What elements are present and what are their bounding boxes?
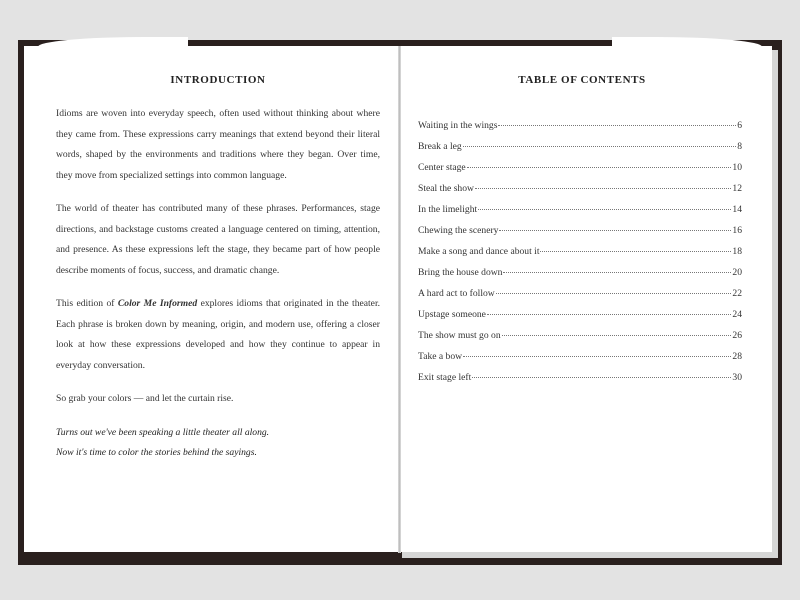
intro-paragraph-1: Idioms are woven into everyday speech, often used without thinking about where they came from. These expressions carry meanings that extend beyond their literal words, shaped by the environments and traditions where they began. Over time, they move from specialized settings into common language. [56,108,380,181]
closing-italic-note [56,423,380,463]
dot-leader [496,293,732,294]
intro-paragraph-3 [56,294,380,376]
closing-line-2: Now it's time to color the stories behind the sayings. [56,446,257,458]
toc-entry [418,246,742,267]
dot-leader [472,377,731,378]
toc-entry-label: Bring the house down [418,267,503,278]
toc-page-number: 30 [732,372,742,383]
closing-line-1: Turns out we've been speaking a little theater all along. [56,426,270,438]
toc-entry-label: In the limelight [418,204,478,215]
dot-leader [498,125,736,126]
intro-paragraph-3-start: This edition of [56,298,118,309]
toc-page-number: 26 [732,330,742,341]
dot-leader [499,230,731,231]
dot-leader [502,335,732,336]
dot-leader [487,314,731,315]
book-spine-gutter [398,46,401,553]
toc-page-number: 14 [732,204,742,215]
introduction-title: INTRODUCTION [170,74,266,86]
toc-page-number: 22 [732,288,742,299]
toc-entry-label: A hard act to follow [418,288,495,299]
dot-leader [503,272,731,273]
introduction-body [56,104,380,463]
dot-leader [475,188,731,189]
intro-paragraph-3-end: explores idioms that originated in the theater. Each phrase is broken down by meaning, origin, and modern use, offering a closer look at how these expressions developed and how they continue to appear in everyday conversation. [56,298,381,371]
dot-leader [463,356,731,357]
intro-paragraph-4: So grab your colors — and let the curtain rise. [56,393,234,404]
intro-paragraph-2: The world of theater has contributed many of these phrases. Performances, stage directions, and backstage customs created a language centered on timing, attention, and presence. As these expressions left the stage, they became part of how people describe moments of focus, success, and dramatic change. [56,203,380,276]
toc-page-number: 20 [732,267,742,278]
toc-entry [418,267,742,288]
toc-entry-label: Steal the show [418,183,474,194]
toc-entry [418,183,742,204]
toc-entry [418,225,742,246]
table-of-contents-title: TABLE OF CONTENTS [518,74,646,86]
toc-page-number: 10 [732,162,742,173]
toc-page-number: 8 [737,141,742,152]
toc-entry-label: Waiting in the wings [418,120,498,131]
toc-entry-label: Upstage someone [418,309,486,320]
toc-page-number: 18 [732,246,742,257]
toc-entry [418,372,742,393]
toc-page-number: 16 [732,225,742,236]
toc-entry [418,330,742,351]
toc-entry-label: Center stage [418,162,466,173]
table-of-contents-list [418,120,742,393]
dot-leader [467,167,732,168]
book-title: Color Me Informed [117,298,198,309]
toc-entry [418,141,742,162]
toc-entry-label: Take a bow [418,351,463,362]
toc-entry-label: Make a song and dance about it [418,246,540,257]
dot-leader [463,146,737,147]
dot-leader [540,251,731,252]
toc-entry-label: Exit stage left [418,372,472,383]
toc-entry [418,288,742,309]
toc-entry-label: Break a leg [418,141,462,152]
toc-page-number: 28 [732,351,742,362]
dot-leader [478,209,731,210]
toc-entry [418,351,742,372]
toc-entry-label: The show must go on [418,330,501,341]
toc-page-number: 6 [737,120,742,131]
toc-entry [418,204,742,225]
toc-entry-label: Chewing the scenery [418,225,499,236]
toc-entry [418,162,742,183]
toc-page-number: 24 [732,309,742,320]
toc-entry [418,120,742,141]
toc-page-number: 12 [732,183,742,194]
toc-entry [418,309,742,330]
